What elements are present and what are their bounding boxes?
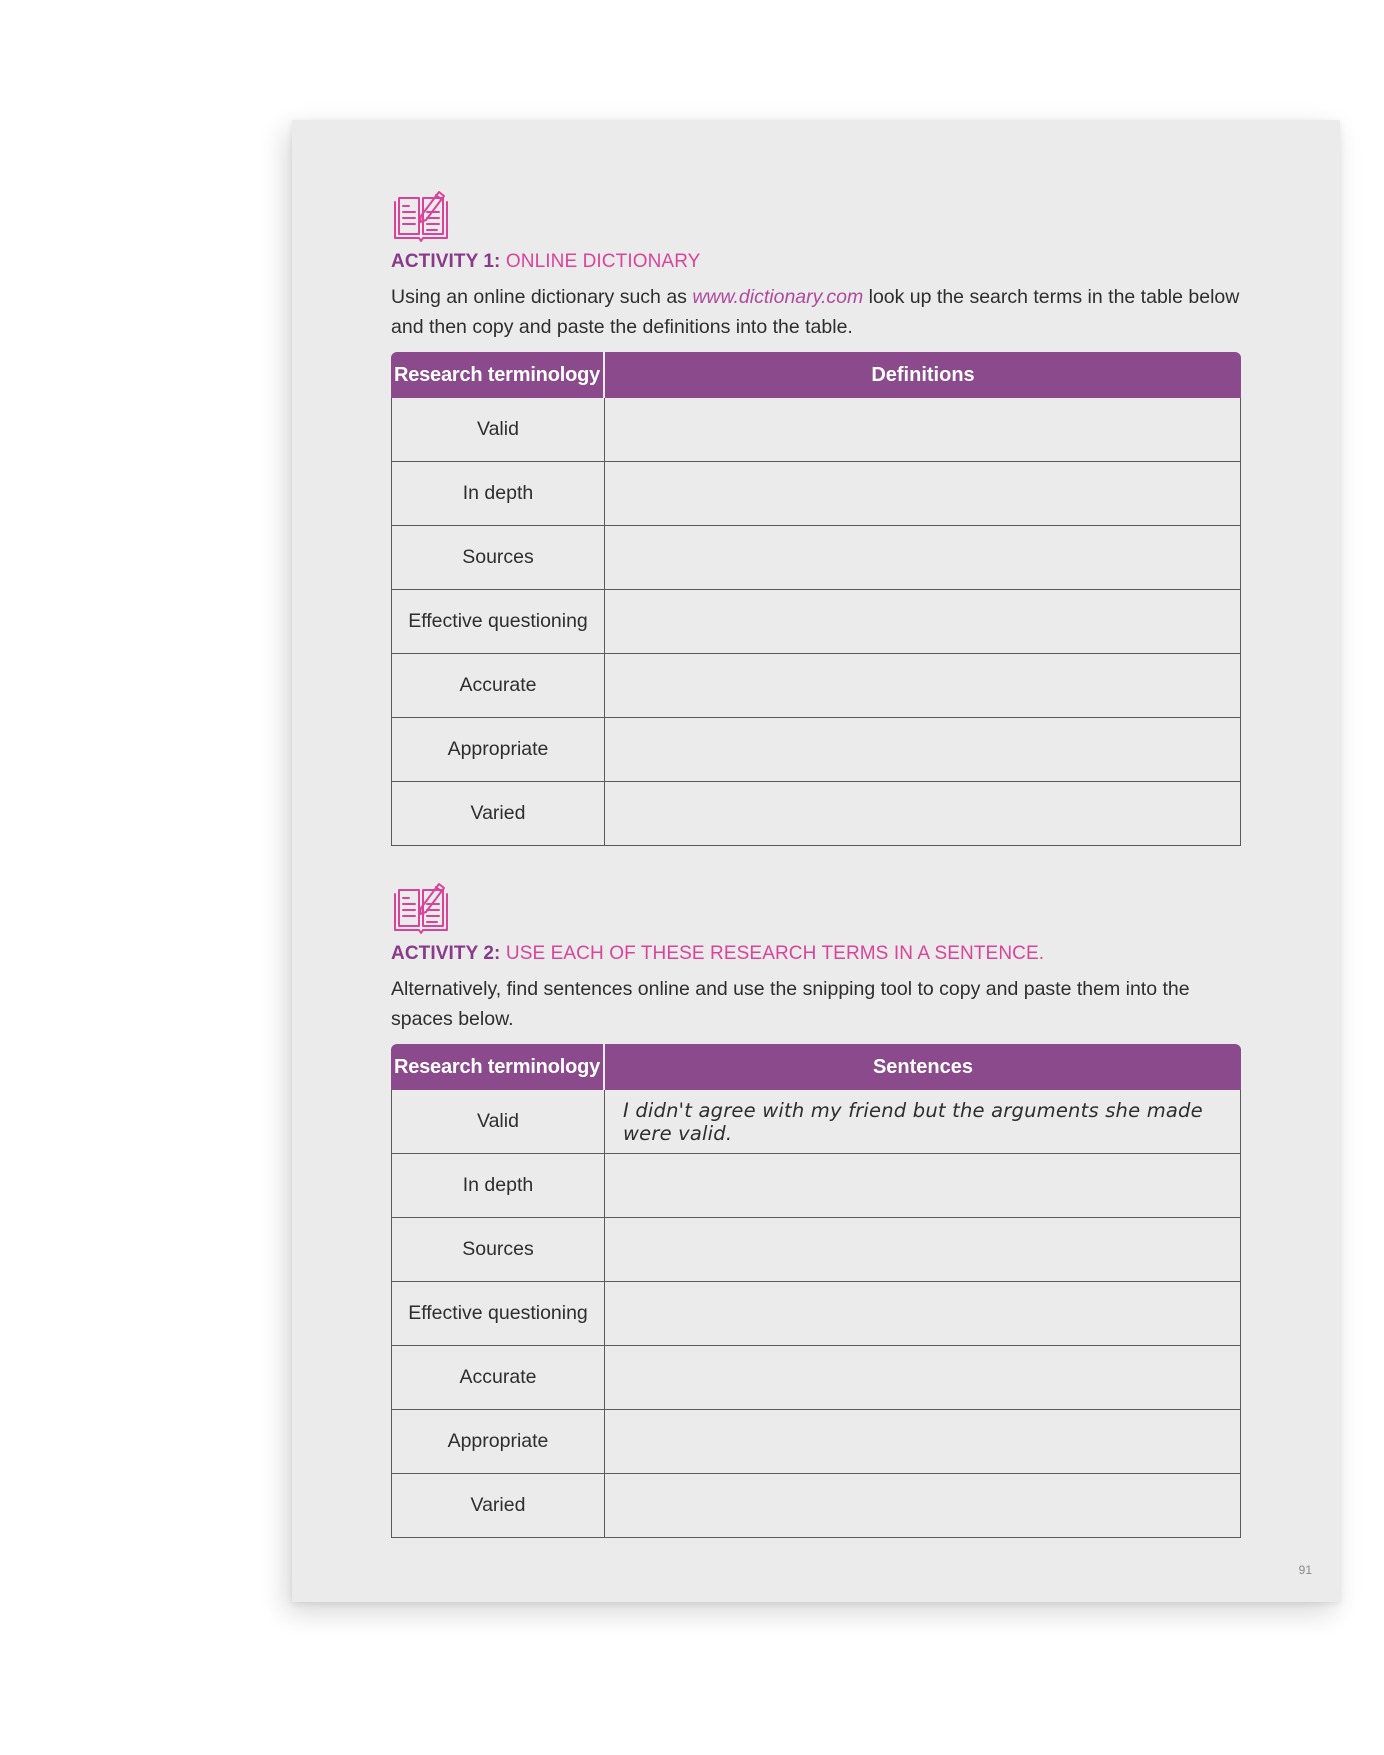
- sentence-cell[interactable]: I didn't agree with my friend but the arguments she made were valid.: [605, 1090, 1241, 1154]
- activity-1-heading: [391, 250, 1241, 274]
- table-row: [391, 782, 1241, 846]
- pencil-notebook-icon: [391, 186, 451, 244]
- definition-cell[interactable]: [605, 590, 1241, 654]
- sentences-table: [391, 1044, 1241, 1538]
- activity-2-section: [391, 878, 1241, 1538]
- workbook-page: [292, 120, 1340, 1602]
- sentence-cell[interactable]: [605, 1410, 1241, 1474]
- sentence-cell[interactable]: [605, 1154, 1241, 1218]
- dictionary-link[interactable]: www.dictionary.com: [692, 286, 864, 308]
- sentence-cell[interactable]: [605, 1346, 1241, 1410]
- table-row: [391, 718, 1241, 782]
- term-cell: Effective questioning: [391, 590, 605, 654]
- definitions-table: [391, 352, 1241, 846]
- table-row: [391, 1218, 1241, 1282]
- activity-1-number: ACTIVITY 1:: [391, 251, 501, 272]
- term-cell: Accurate: [391, 654, 605, 718]
- term-cell: In depth: [391, 1154, 605, 1218]
- table-row: [391, 590, 1241, 654]
- column-header-definitions: Definitions: [605, 352, 1241, 398]
- table-row: [391, 1154, 1241, 1218]
- term-cell: Accurate: [391, 1346, 605, 1410]
- sentence-cell[interactable]: [605, 1474, 1241, 1538]
- sentence-cell[interactable]: [605, 1218, 1241, 1282]
- term-cell: Sources: [391, 526, 605, 590]
- table-row: [391, 398, 1241, 462]
- definition-cell[interactable]: [605, 526, 1241, 590]
- activity-1-title: ONLINE DICTIONARY: [505, 251, 701, 272]
- term-cell: Valid: [391, 1090, 605, 1154]
- table-row: [391, 462, 1241, 526]
- term-cell: Sources: [391, 1218, 605, 1282]
- definition-cell[interactable]: [605, 718, 1241, 782]
- activity-2-heading: [391, 942, 1241, 966]
- term-cell: Varied: [391, 782, 605, 846]
- table-row: [391, 1090, 1241, 1154]
- activity-1-instructions-start: Using an online dictionary such as: [391, 286, 693, 308]
- table-row: [391, 1474, 1241, 1538]
- definition-cell[interactable]: [605, 398, 1241, 462]
- activity-1-instructions-end: look up the search terms in the table below and then copy and paste the definitions into the table.: [391, 286, 1240, 338]
- definition-cell[interactable]: [605, 654, 1241, 718]
- activity-1-instructions: [391, 282, 1241, 342]
- column-header-sentences: Sentences: [605, 1044, 1241, 1090]
- table-row: [391, 654, 1241, 718]
- pencil-notebook-icon: [391, 878, 451, 936]
- definition-cell[interactable]: [605, 462, 1241, 526]
- sentence-cell[interactable]: [605, 1282, 1241, 1346]
- activity-2-instructions: Alternatively, find sentences online and use the snipping tool to copy and paste them into the spaces below.: [391, 978, 1190, 1030]
- table-row: [391, 526, 1241, 590]
- page-number: 91: [1298, 1563, 1312, 1577]
- definition-cell[interactable]: [605, 782, 1241, 846]
- activity-1-section: [391, 186, 1241, 846]
- activity-2-number: ACTIVITY 2:: [391, 943, 501, 964]
- table-header-row: [391, 352, 1241, 398]
- term-cell: Appropriate: [391, 1410, 605, 1474]
- table-row: [391, 1410, 1241, 1474]
- activity-2-title: USE EACH OF THESE RESEARCH TERMS IN A SENTENCE.: [505, 943, 1045, 964]
- term-cell: Valid: [391, 398, 605, 462]
- term-cell: Appropriate: [391, 718, 605, 782]
- term-cell: In depth: [391, 462, 605, 526]
- column-header-research-terminology: Research terminology: [391, 352, 605, 398]
- table-header-row: [391, 1044, 1241, 1090]
- term-cell: Effective questioning: [391, 1282, 605, 1346]
- term-cell: Varied: [391, 1474, 605, 1538]
- table-row: [391, 1282, 1241, 1346]
- column-header-research-terminology: Research terminology: [391, 1044, 605, 1090]
- table-row: [391, 1346, 1241, 1410]
